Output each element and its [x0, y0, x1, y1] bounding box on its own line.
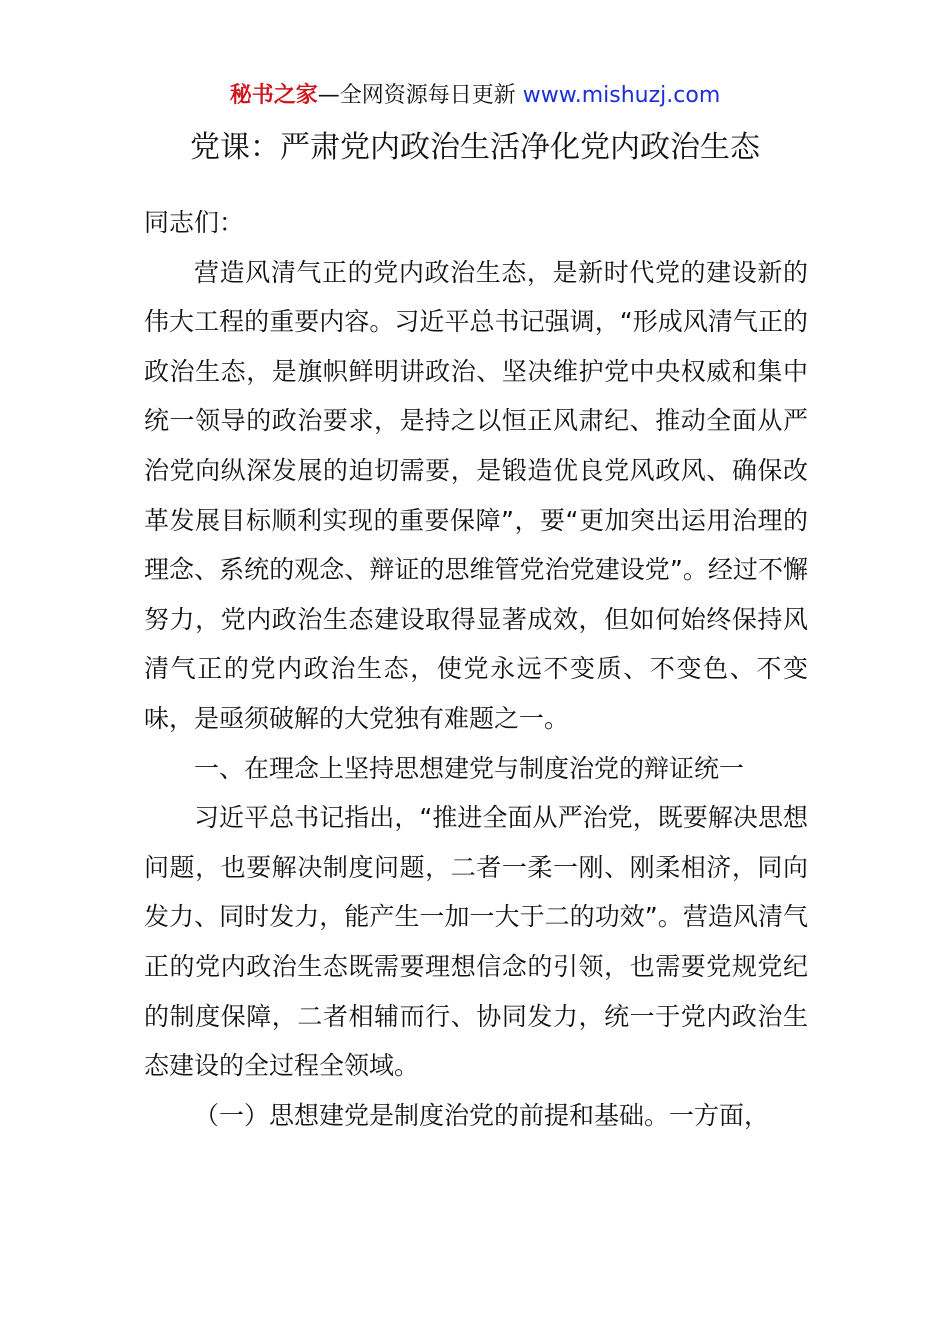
document-title: 党课：严肃党内政治生活净化党内政治生态 [190, 130, 760, 165]
site-header [0, 80, 950, 112]
site-url-link[interactable]: www.mishuzj.com [522, 83, 721, 108]
subsection-paragraph: （一）思想建党是制度治党的前提和基础。一方面， [194, 1100, 770, 1130]
site-tagline: —全网资源每日更新 [317, 83, 523, 108]
paragraph: 习近平总书记指出，“推进全面从严治党，既要解决思想问题，也要解决制度问题，二者一柔一刚、刚柔相济，同向发力、同时发力，能产生一加一大于二的功效”。营造风清气正的党内政治生态既需要理想信念的引领，也需要党规党纪的制度保障，二者相辅而行、协同发力，统一于党内政治生态建设的全过程全领域。 [144, 803, 808, 1081]
paragraph: 营造风清气正的党内政治生态，是新时代党的建设新的伟大工程的重要内容。习近平总书记强调，“形成风清气正的政治生态，是旗帜鲜明讲政治、坚决维护党中央权威和集中统一领导的政治要求，是持之以恒正风肃纪、推动全面从严治党向纵深发展的迫切需要，是锻造优良党风政风、确保改革发展目标顺利实现的重要保障”，要“更加突出运用治理的理念、系统的观念、辩证的思维管党治党建设党”。经过不懈努力，党内政治生态建设取得显著成效，但如何始终保持风清气正的党内政治生态，使党永远不变质、不变色、不变味，是亟须破解的大党独有难题之一。 [144, 257, 808, 733]
section-heading: 一、在理念上坚持思想建党与制度治党的辩证统一 [194, 753, 745, 783]
document-body [144, 198, 808, 1140]
salutation: 同志们： [144, 208, 245, 237]
site-brand: 秘书之家 [229, 83, 318, 108]
